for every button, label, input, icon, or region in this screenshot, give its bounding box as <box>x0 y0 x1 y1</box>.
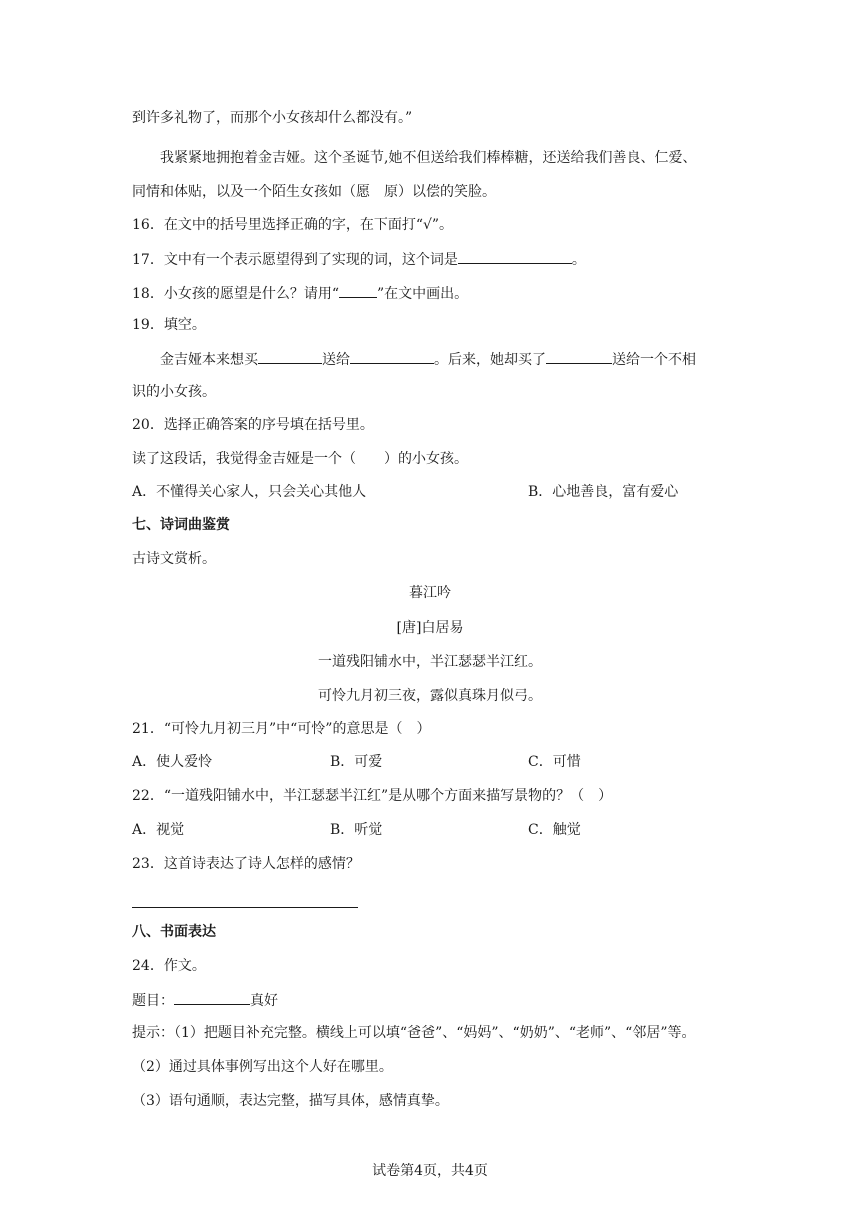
question-19-line-2: 识的小女孩。 <box>132 384 216 400</box>
q19-part-1: 金吉娅本来想买 <box>160 352 258 368</box>
q20-option-a[interactable]: A．不懂得关心家人，只会关心其他人 <box>132 484 367 500</box>
underline-sample <box>339 282 377 298</box>
q22-option-c[interactable]: C．触觉 <box>528 822 581 838</box>
answer-blank[interactable] <box>350 348 434 364</box>
question-23: 23．这首诗表达了诗人怎样的感情？ <box>132 856 360 872</box>
question-17 <box>132 248 586 270</box>
page-footer: 试卷第4页，共4页 <box>372 1163 488 1179</box>
question-19-line-1 <box>160 348 696 370</box>
q22-option-a[interactable]: A．视觉 <box>132 822 185 838</box>
answer-blank[interactable] <box>258 348 322 364</box>
answer-blank[interactable] <box>546 348 612 364</box>
section-7-heading: 七、诗词曲鉴赏 <box>132 517 230 533</box>
question-17-text: 17．文中有一个表示愿望得到了实现的词，这个词是 <box>132 252 458 268</box>
topic-suffix: 真好 <box>250 993 278 1009</box>
answer-line[interactable] <box>132 907 358 908</box>
passage-line-3: 同情和体贴，以及一个陌生女孩如（愿 原）以偿的笑脸。 <box>132 184 496 200</box>
section-8-heading: 八、书面表达 <box>132 924 216 940</box>
q19-part-4: 送给一个不相 <box>612 352 696 368</box>
poem-author: [唐]白居易 <box>396 620 464 636</box>
answer-blank[interactable] <box>458 248 572 264</box>
q19-part-3: 。后来，她却买了 <box>434 352 546 368</box>
passage-line-1: 到许多礼物了，而那个小女孩却什么都没有。” <box>132 110 413 126</box>
tip-1: 提示：（1）把题目补充完整。横线上可以填“爸爸”、“妈妈”、“奶奶”、“老师”、“邻居”等。 <box>132 1025 696 1041</box>
question-17-end: 。 <box>571 252 586 268</box>
question-19-title: 19．填空。 <box>132 317 206 333</box>
q22-option-b[interactable]: B．听觉 <box>330 822 383 838</box>
q20-option-b[interactable]: B．心地善良，富有爱心 <box>528 484 679 500</box>
question-20-title: 20．选择正确答案的序号填在括号里。 <box>132 417 374 433</box>
section-7-intro: 古诗文赏析。 <box>132 551 216 567</box>
question-24: 24．作文。 <box>132 958 206 974</box>
tip-2: （2）通过具体事例写出这个人好在哪里。 <box>132 1059 393 1075</box>
question-18-pre: 18．小女孩的愿望是什么？请用“ <box>132 286 339 302</box>
q21-option-a[interactable]: A．使人爱怜 <box>132 754 213 770</box>
q19-part-2: 送给 <box>322 352 350 368</box>
question-16: 16．在文中的括号里选择正确的字，在下面打“√”。 <box>132 217 454 233</box>
question-18 <box>132 282 468 304</box>
passage-line-2: 我紧紧地拥抱着金吉娅。这个圣诞节,她不但送给我们棒棒糖，还送给我们善良、仁爱、 <box>160 150 697 166</box>
poem-title: 暮江吟 <box>409 585 451 601</box>
question-21-stem: 21．“可怜九月初三月”中“可怜”的意思是（ ） <box>132 721 431 737</box>
q21-option-b[interactable]: B．可爱 <box>330 754 383 770</box>
tip-3: （3）语句通顺，表达完整，描写具体，感情真挚。 <box>132 1093 449 1109</box>
poem-line-2: 可怜九月初三夜，露似真珠月似弓。 <box>318 688 542 704</box>
poem-line-1: 一道残阳铺水中，半江瑟瑟半江红。 <box>318 654 542 670</box>
essay-topic <box>132 989 278 1011</box>
topic-blank[interactable] <box>174 989 250 1005</box>
question-18-post: ”在文中画出。 <box>376 286 469 302</box>
q21-option-c[interactable]: C．可惜 <box>528 754 581 770</box>
question-20-stem: 读了这段话，我觉得金吉娅是一个（ ）的小女孩。 <box>132 451 468 467</box>
topic-prefix: 题目： <box>132 993 174 1009</box>
question-22-stem: 22．“一道残阳铺水中，半江瑟瑟半江红”是从哪个方面来描写景物的？（ ） <box>132 788 613 804</box>
